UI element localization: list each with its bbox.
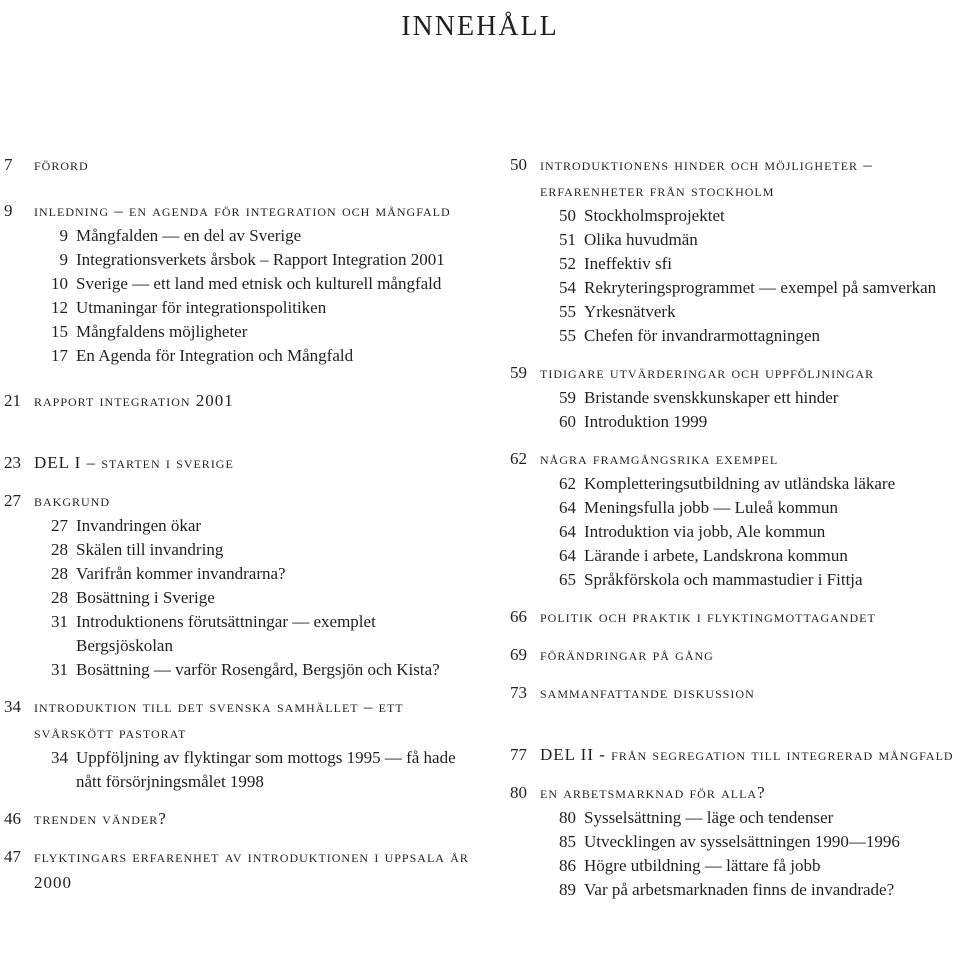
- section-title: introduktionens hinder och möjligheter – erfarenheter från stockholm: [540, 155, 873, 200]
- toc-item: [538, 300, 960, 324]
- toc-item: [538, 544, 960, 568]
- toc-section-heading: [0, 152, 475, 178]
- page-number: 28: [51, 564, 68, 583]
- section-title: inledning – en agenda för integration och mångfald: [34, 201, 451, 220]
- section-title: förord: [34, 155, 89, 174]
- item-text: Introduktionens förutsättningar — exemplet Bergsjöskolan: [76, 612, 376, 655]
- page-number: 34: [51, 748, 68, 767]
- item-text: Mångfalden — en del av Sverige: [76, 226, 302, 245]
- toc-entry: [500, 742, 960, 768]
- section-title: introduktion till det svenska samhället – ett svårskött pastorat: [34, 697, 404, 742]
- toc-item: [538, 228, 960, 252]
- page-number: 64: [559, 546, 576, 565]
- toc-item: [30, 296, 475, 320]
- toc-section-heading: [500, 680, 960, 706]
- toc-item: [538, 386, 960, 410]
- item-text: Varifrån kommer invandrarna?: [76, 564, 286, 583]
- page-number: 77: [510, 745, 527, 764]
- page-number: 47: [4, 847, 21, 866]
- toc-entry: [0, 198, 475, 368]
- subsection-list: [538, 386, 960, 434]
- section-title: förändringar på gång: [540, 645, 714, 664]
- toc-item: [538, 854, 960, 878]
- item-text: Stockholmsprojektet: [584, 206, 725, 225]
- item-text: Chefen för invandrarmottagningen: [584, 326, 821, 345]
- item-text: Utmaningar för integrationspolitiken: [76, 298, 327, 317]
- page-number: 54: [559, 278, 576, 297]
- item-text: Lärande i arbete, Landskrona kommun: [584, 546, 848, 565]
- page-number: 59: [510, 363, 527, 382]
- page-number: 12: [51, 298, 68, 317]
- section-title: politik och praktik i flyktingmottagandet: [540, 607, 876, 626]
- toc-section-heading: [0, 694, 475, 746]
- item-text: Var på arbetsmarknaden finns de invandrade?: [584, 880, 895, 899]
- page-number: 46: [4, 809, 21, 828]
- item-text: Sverige — ett land med etnisk och kulturell mångfald: [76, 274, 442, 293]
- toc-entry: [500, 360, 960, 434]
- toc-item: [30, 538, 475, 562]
- item-text: Kompletteringsutbildning av utländska läkare: [584, 474, 896, 493]
- page-number: 52: [559, 254, 576, 273]
- item-text: Ineffektiv sfi: [584, 254, 672, 273]
- toc-section-heading: [0, 806, 475, 832]
- toc-section-heading: [0, 488, 475, 514]
- page-number: 28: [51, 588, 68, 607]
- section-title: rapport integration 2001: [34, 391, 234, 410]
- page-number: 62: [510, 449, 527, 468]
- page-number: 27: [4, 491, 21, 510]
- subsection-list: [538, 472, 960, 592]
- page-number: 31: [51, 660, 68, 679]
- toc-entry: [500, 604, 960, 630]
- toc-right-column: [500, 152, 960, 902]
- item-text: Olika huvudmän: [584, 230, 698, 249]
- toc-section-heading: [500, 152, 960, 204]
- toc-item: [30, 562, 475, 586]
- section-title: en arbetsmarknad för alla?: [540, 783, 766, 802]
- page-number: 73: [510, 683, 527, 702]
- item-text: Mångfaldens möjligheter: [76, 322, 248, 341]
- page-number: 60: [559, 412, 576, 431]
- page-number: 23: [4, 453, 21, 472]
- page-number: 59: [559, 388, 576, 407]
- toc-section-heading: [500, 604, 960, 630]
- page-number: 55: [559, 326, 576, 345]
- page-number: 9: [59, 250, 68, 269]
- section-title: tidigare utvärderingar och uppföljningar: [540, 363, 875, 382]
- toc-item: [30, 272, 475, 296]
- page-number: 64: [559, 498, 576, 517]
- toc-entry: [0, 450, 475, 476]
- section-title: sammanfattande diskussion: [540, 683, 755, 702]
- toc-section-heading: [0, 388, 475, 414]
- item-text: Meningsfulla jobb — Luleå kommun: [584, 498, 839, 517]
- page-number: 31: [51, 612, 68, 631]
- toc-item: [30, 514, 475, 538]
- toc-left-column: [0, 152, 475, 896]
- item-text: Uppföljning av flyktingar som mottogs 1995 — få hade nått försörjningsmålet 1998: [76, 748, 456, 791]
- toc-entry: [0, 388, 475, 414]
- page-number: 69: [510, 645, 527, 664]
- item-text: Yrkesnätverk: [584, 302, 676, 321]
- toc-item: [30, 610, 475, 658]
- toc-item: [538, 204, 960, 228]
- page-number: 64: [559, 522, 576, 541]
- toc-item: [30, 248, 475, 272]
- toc-item: [538, 878, 960, 902]
- toc-item: [538, 830, 960, 854]
- toc-item: [538, 410, 960, 434]
- toc-item: [538, 252, 960, 276]
- section-title: DEL II - från segregation till integrerad mångfald: [540, 745, 954, 764]
- item-text: Introduktion via jobb, Ale kommun: [584, 522, 826, 541]
- toc-item: [30, 658, 475, 682]
- toc-section-heading: [0, 844, 475, 896]
- toc-entry: [0, 152, 475, 178]
- toc-section-heading: [500, 780, 960, 806]
- toc-item: [538, 520, 960, 544]
- item-text: Integrationsverkets årsbok – Rapport Integration 2001: [76, 250, 445, 269]
- toc-entry: [0, 806, 475, 832]
- toc-entry: [0, 694, 475, 794]
- page-number: 21: [4, 391, 21, 410]
- item-text: Utvecklingen av sysselsättningen 1990—1996: [584, 832, 900, 851]
- toc-item: [30, 320, 475, 344]
- toc-entry: [500, 642, 960, 668]
- toc-item: [538, 568, 960, 592]
- page-number: 15: [51, 322, 68, 341]
- page-number: 86: [559, 856, 576, 875]
- toc-item: [30, 586, 475, 610]
- item-text: Rekryteringsprogrammet — exempel på samverkan: [584, 278, 937, 297]
- subsection-list: [538, 806, 960, 902]
- toc-item: [30, 746, 475, 794]
- page-number: 50: [559, 206, 576, 225]
- page-number: 65: [559, 570, 576, 589]
- section-title: DEL I – starten i sverige: [34, 453, 234, 472]
- toc-entry: [0, 844, 475, 896]
- toc-section-heading: [500, 446, 960, 472]
- item-text: Skälen till invandring: [76, 540, 224, 559]
- subsection-list: [30, 224, 475, 368]
- toc-entry: [500, 680, 960, 706]
- item-text: En Agenda för Integration och Mångfald: [76, 346, 354, 365]
- page-number: 66: [510, 607, 527, 626]
- toc-entry: [500, 780, 960, 902]
- toc-section-heading: [0, 198, 475, 224]
- item-text: Introduktion 1999: [584, 412, 708, 431]
- toc-entry: [500, 152, 960, 348]
- toc-section-heading: [0, 450, 475, 476]
- page-number: 10: [51, 274, 68, 293]
- item-text: Bosättning — varför Rosengård, Bergsjön och Kista?: [76, 660, 440, 679]
- page-number: 89: [559, 880, 576, 899]
- toc-item: [30, 344, 475, 368]
- subsection-list: [538, 204, 960, 348]
- item-text: Invandringen ökar: [76, 516, 202, 535]
- toc-entry: [500, 446, 960, 592]
- item-text: Språkförskola och mammastudier i Fittja: [584, 570, 863, 589]
- section-title: några framgångsrika exempel: [540, 449, 779, 468]
- toc-item: [538, 472, 960, 496]
- page-number: 9: [59, 226, 68, 245]
- item-text: Högre utbildning — lättare få jobb: [584, 856, 821, 875]
- page-number: 55: [559, 302, 576, 321]
- toc-section-heading: [500, 642, 960, 668]
- page-number: 28: [51, 540, 68, 559]
- toc-item: [30, 224, 475, 248]
- page-number: 50: [510, 155, 527, 174]
- toc-section-heading: [500, 360, 960, 386]
- page-number: 80: [510, 783, 527, 802]
- toc-item: [538, 806, 960, 830]
- toc-item: [538, 496, 960, 520]
- page-number: 62: [559, 474, 576, 493]
- page-number: 7: [4, 155, 13, 174]
- toc-section-heading: [500, 742, 960, 768]
- toc-item: [538, 276, 960, 300]
- section-title: bakgrund: [34, 491, 111, 510]
- page-number: 51: [559, 230, 576, 249]
- page-number: 17: [51, 346, 68, 365]
- page-number: 80: [559, 808, 576, 827]
- section-title: trenden vänder?: [34, 809, 167, 828]
- page-number: 27: [51, 516, 68, 535]
- item-text: Sysselsättning — läge och tendenser: [584, 808, 834, 827]
- toc-item: [538, 324, 960, 348]
- subsection-list: [30, 514, 475, 682]
- page-number: 85: [559, 832, 576, 851]
- page-number: 9: [4, 201, 13, 220]
- item-text: Bosättning i Sverige: [76, 588, 215, 607]
- toc-entry: [0, 488, 475, 682]
- page-number: 34: [4, 697, 21, 716]
- page-title: innehåll: [401, 0, 559, 44]
- section-title: flyktingars erfarenhet av introduktionen i uppsala år 2000: [34, 847, 469, 892]
- item-text: Bristande svenskkunskaper ett hinder: [584, 388, 839, 407]
- subsection-list: [30, 746, 475, 794]
